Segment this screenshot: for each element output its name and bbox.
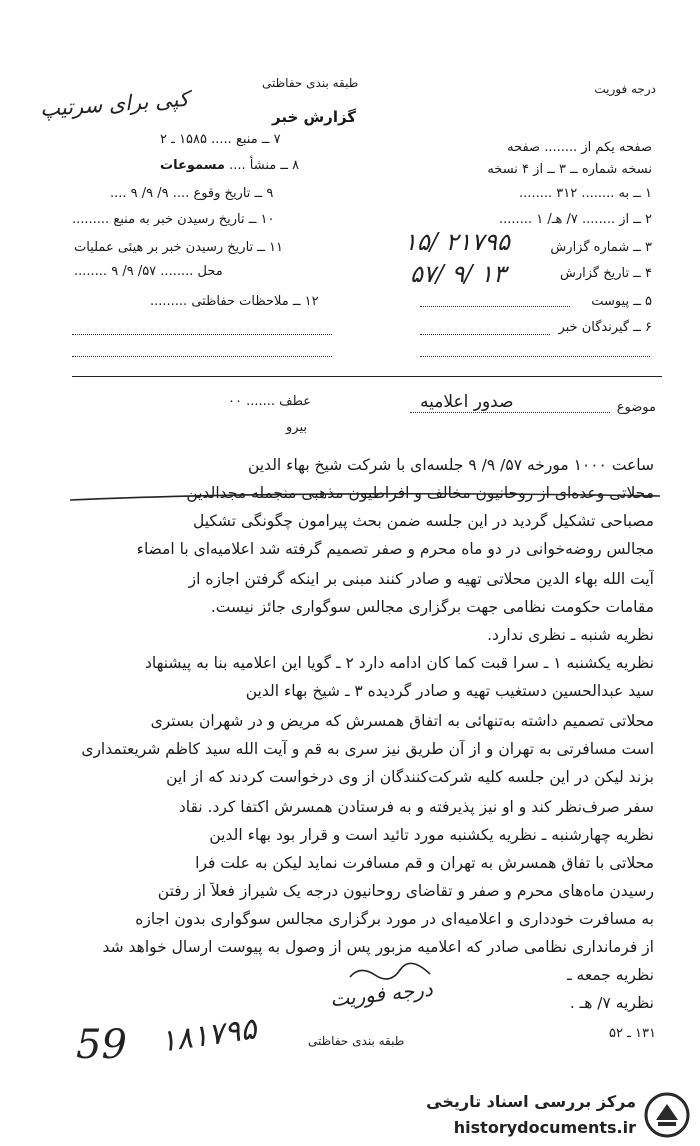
ops-received-field: ۱۱ ــ تاریخ رسیدن خبر بر هیئی عملیات (74, 240, 284, 255)
body-line: مجالس روضه‌خوانی در دو ماه محرم و صفر تصمیم گرفته شد اعلامیه‌ای با امضاء (136, 540, 654, 558)
security-notes-field: ۱۲ ــ ملاحظات حفاظتی ......... (150, 294, 319, 309)
body-line: محلاتی با تفاق همسرش به تهران و قم مسافرت نماید لیکن به علت فرا (195, 854, 654, 872)
body-line: به مسافرت خودداری و اعلامیه‌ای در مورد برگزاری مجالس سوگواری بدون اجازه (135, 910, 654, 928)
occurrence-date-field: ۹ ــ تاریخ وقوع .... ۹/ ۹/ ۹ .... (110, 186, 274, 201)
body-line: نظریه چهارشنبه ـ نظریه یکشنبه مورد تائید است و قرار بود بهاء الدین (209, 826, 654, 844)
body-line: است مسافرتی به تهران و از آن طریق نیز سری به قم و آیت الله سید کاظم شریعتمداری (81, 740, 654, 758)
copy-number-field: نسخه شماره ــ ۳ ــ از ۴ نسخه (487, 162, 652, 177)
watermark (426, 1084, 700, 1146)
source-received-field: ۱۰ ــ تاریخ رسیدن خبر به منبع ......... (72, 212, 275, 227)
archive-logo-icon (644, 1092, 690, 1138)
body-line: از فرمانداری نظامی صادر که اعلامیه مزبور پس از وصول به پیوست ارسال خواهد شد (102, 938, 654, 956)
classification-label: درجه فوریت (594, 82, 656, 96)
from-field: ۲ ــ از ........ ۷/ هـ/ ۱ ........ (499, 212, 652, 227)
body-line: نظریه شنبه ـ نظری ندارد. (487, 626, 654, 644)
body-line: بزند لیکن در این جلسه کلیه شرکت‌کنندگان از وی درخواست کردند که از این (166, 768, 654, 786)
handwritten-number-left: 59 (76, 1022, 127, 1068)
watermark-site[interactable]: historydocuments.ir (453, 1118, 636, 1137)
reference-label: عطف ....... ۰۰ (228, 394, 312, 409)
body-line: ساعت ۱۰۰۰ مورخه ۵۷/ ۹/ ۹ جلسه‌ای با شرکت شیخ بهاء الدین (247, 456, 654, 474)
body-line: نظریه یکشنبه ۱ ـ سرا قبت کما کان ادامه دارد ۲ ـ گویا این اعلامیه بنا به پیشنهاد (144, 654, 654, 672)
reference-sub: بیرو (286, 420, 307, 435)
watermark-org: مرکز بررسی اسناد تاریخی (426, 1092, 636, 1111)
body-line: نظریه ۷/ هـ . (569, 994, 654, 1012)
signature: درجه فوریت (329, 976, 434, 1012)
page-of-field: صفحه یکم از ........ صفحه (507, 140, 652, 155)
report-number-value: ۱۵/ ۲۱۷۹۵ (404, 228, 510, 256)
place-field: محل ........ ۵۷/ ۹/ ۹ ........ (74, 264, 223, 279)
report-date-field: ۴ ــ تاریخ گزارش (560, 266, 652, 281)
to-field: ۱ ــ به ........ ۳۱۲ ........ (519, 186, 652, 201)
source-field: ۷ ــ منبع ..... ۱۵۸۵ ـ ۲ (160, 132, 281, 147)
attachment-field: ۵ ــ پیوست (591, 294, 652, 309)
page-title: گزارش خبر (272, 108, 357, 126)
handwritten-note: کپی برای سرتیپ (39, 86, 190, 122)
subject-value: صدور اعلامیه (420, 392, 514, 412)
origin-field: ۸ ــ منشأ .... مسموعات (160, 158, 300, 173)
report-date-value: ۵۷/ ۹/ ۱۳ (410, 260, 506, 288)
body-line: سفر صرف‌نظر کند و او نیز پذیرفته و به فرستادن همسرش اکتفا کرد. نقاد (178, 798, 654, 816)
body-line: نظریه جمعه ـ (567, 966, 654, 984)
footer-code: ۱۳۱ ـ ۵۲ (609, 1026, 656, 1041)
body-line: محلاتی وعده‌ای از روحانیون مخالف و افراطیون مذهبی منجمله مجدالدین (186, 484, 654, 502)
protection-label-top: طبقه بندی حفاظتی (262, 76, 359, 90)
body-line: محلاتی تصمیم داشته به‌تنهائی به اتفاق همسرش که مریض و در شهران بستری (150, 712, 654, 730)
body-line: رسیدن ماه‌های محرم و صفر و تقاضای روحانیون درجه یک شیراز فعلاً از رفتن (157, 882, 654, 900)
report-number-field: ۳ ــ شماره گزارش (550, 240, 652, 255)
body-line: مصباحی تشکیل گردید در این جلسه ضمن بحث پیرامون چگونگی تشکیل (192, 512, 654, 530)
subject-label: موضوع (616, 400, 656, 415)
protection-label-bottom: طبقه بندی حفاظتی (308, 1034, 405, 1048)
body-line: سید عبدالحسین دستغیب تهیه و صادر گردیده ۳ ـ شیخ بهاء الدین (245, 682, 654, 700)
body-line: آیت الله بهاء الدین محلاتی تهیه و صادر کنند مبنی بر اینکه گرفتن اجازه از (188, 570, 654, 588)
handwritten-number-mid: ۱۸۱۷۹۵ (158, 1011, 259, 1060)
body-line: مقامات حکومت نظامی جهت برگزاری مجالس سوگواری جائز نیست. (210, 598, 654, 616)
recipients-field: ۶ ــ گیرندگان خبر (558, 320, 652, 335)
